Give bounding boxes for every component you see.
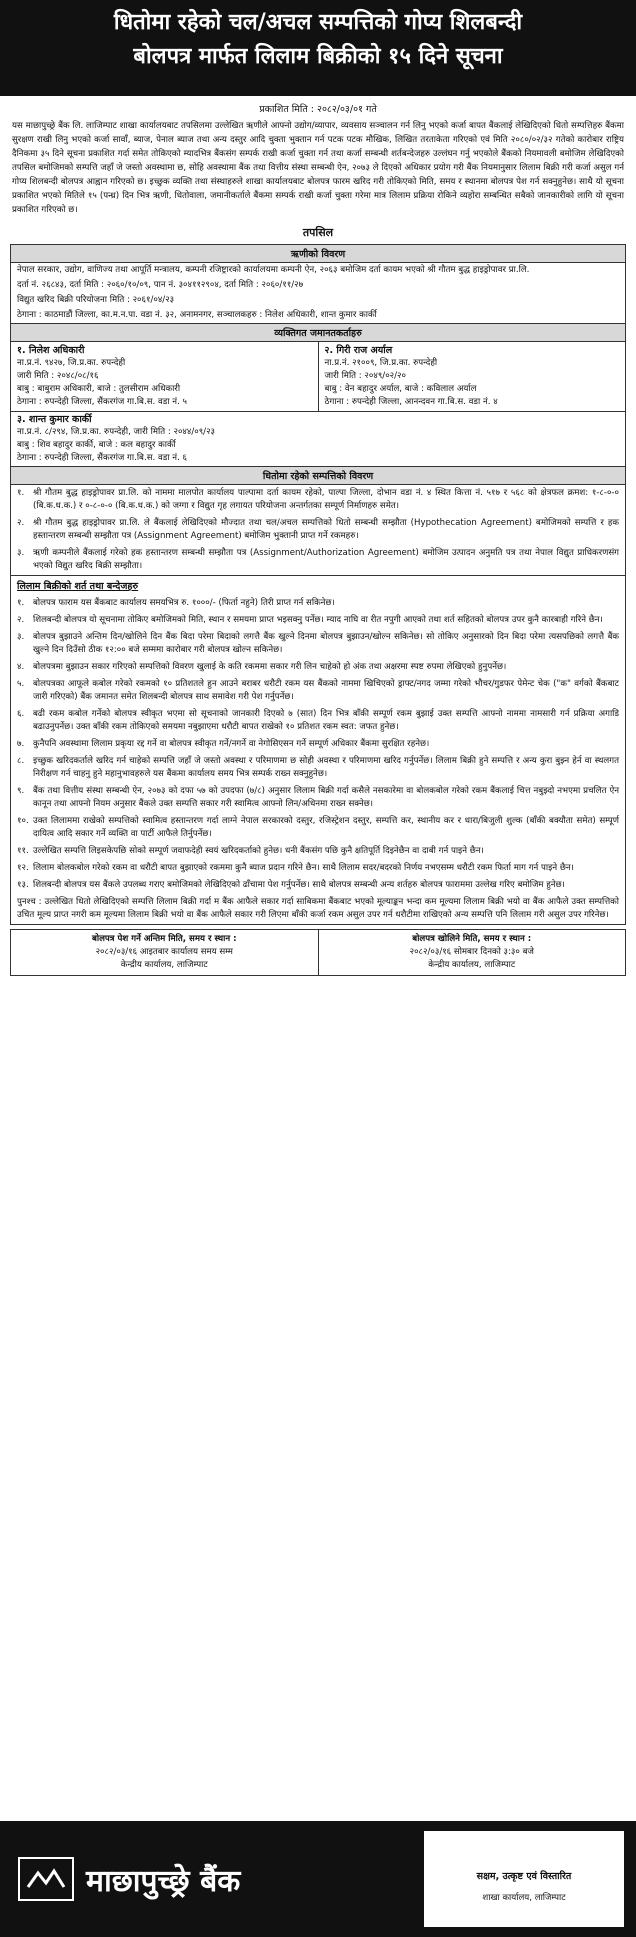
- guarantor-grid: [11, 342, 625, 411]
- guarantor-2: [319, 342, 626, 411]
- conditions-heading: लिलाम बिक्रीको शर्त तथा बन्देजहरु: [17, 581, 139, 592]
- collateral-list: [11, 485, 625, 575]
- condition-number: ९.: [17, 786, 25, 796]
- condition-item: [11, 595, 625, 612]
- collateral-number: ३.: [17, 548, 25, 558]
- condition-text: लिलाम बोलकबोल गरेको रकम वा धरौटी बापत बुझाएको रकममा कुनै ब्याज प्रदान गरिने छैन। साथै लिलाम सदर/बदरको निर्णय नभएसम्म धरौटी रकम फिर्ता माग गर्न पाइने छैन।: [33, 863, 574, 873]
- condition-item: [11, 736, 625, 753]
- guarantor-3-name: ३. शान्त कुमार कार्की: [17, 414, 92, 425]
- condition-item: [11, 843, 625, 860]
- notice-header: [0, 0, 636, 96]
- published-date: प्रकाशित मिति : २०८२/०३/०१ गते: [259, 104, 377, 115]
- postscript: पुनश्च : उल्लेखित धितो लेखिदिएको सम्पत्ति लिलाम बिक्री गर्दा म बैंक आफैले सकार गर्दा साबिकमा बैंकबाट भएको मूल्याङ्कन भन्दा कम मूल्यमा लिलाम बिक्री भयो वा बैंक आफैले उक्त सम्पत्तिको उचित मूल्य प्राप्त नगरी कम मूल्यमा लिलाम बिक्री भयो वा बैंक आफैले सकार गरी लिएमा बाँकी कर्जा रकम असुल उपर गर्न धरौटीमा राखिएको अन्य सम्पत्ति पनि लिलाम गरी असुल उपर गरिनेछ।: [17, 897, 619, 920]
- condition-text: शिलबन्दी बोलपत्र यस बैंकले उपलब्ध गराए बमोजिमको लेखिदिएको ढाँचामा पेश गर्नुपर्नेछ। साथै बोलपत्र सम्बन्धी अन्य शर्तहरु बोलपत्र फाराममा उल्लेख गरिए बमोजिम हुनेछ।: [33, 880, 565, 890]
- guarantor-2-line: जारी मिति : २०४९/०२/२०: [324, 371, 406, 381]
- condition-text: उल्लेखित सम्पत्ति लिइसकेपछि सोको सम्पूर्ण जवाफदेही स्वयं खरिदकर्ताको हुनेछ। धनी बैंकसंग पछि कुनै क्षतिपूर्ति दिइनेछैन वा दाबी गर्न पाइने छैन।: [33, 846, 484, 856]
- collateral-number: १.: [17, 488, 25, 498]
- condition-text: बढी रकम कबोल गर्नेको बोलपत्र स्वीकृत भएमा सो सूचनाको जानकारी दिएको ७ (सात) दिन भित्र बाँकी सम्पूर्ण रकम बुझाई उक्त सम्पत्ति आफ्नो नाममा नामसारी गर्न प्रक्रिया अगाडि बढाउनुपर्नेछ। उक्त बाँकी रकम तोकिएको समयमा नबुझाएमा धरौटी बापत राखेको १० प्रतिशत रकम स्वत: जफत हुनेछ।: [33, 709, 619, 732]
- condition-number: ११.: [17, 846, 29, 856]
- condition-number: ३.: [17, 632, 25, 642]
- opening-time: २०८२/०३/१६ सोमबार दिनको ३:३० बजे: [409, 947, 534, 957]
- bank-name: माछापुच्छ्रे बैंक: [86, 1863, 241, 1899]
- condition-text: बोलपत्रमा बुझाउन सकार गरिएको सम्पत्तिको विवरण खुलाई के कति रकममा सकार गरी लिन चाहेको हो अंक तथा अक्षरमा स्पष्ट रुपमा लेखिएको हुनुपर्नेछ।: [33, 662, 507, 672]
- condition-text: बोलपत्र बुझाउने अन्तिम दिन/खोलिने दिन बैंक बिदा परेमा बिदाको लगत्तै बैंक खुल्ने दिनमा बोलपत्र बुझाउन/खोल्न सकिनेछ। सो तोकिए अनुसारको दिन बिदा परेमा त्यसपछिको लगत्तै बैंक खुल्ने दिन दिउँसो ठीक १२:०० बजे सम्ममा कारोबार गरी बोलपत्र खोल्न सकिनेछ।: [33, 632, 619, 655]
- guarantor-3-line: ना.प्र.नं. ८/२९४, जि.प्र.का. रुपन्देही, जारी मिति : २०४४/०९/२३: [17, 427, 216, 437]
- header-line-2: बोलपत्र मार्फत लिलाम बिक्रीको १५ दिने सूचना: [133, 44, 503, 69]
- collateral-item: [11, 545, 625, 575]
- bank-logo: [18, 1857, 240, 1901]
- guarantor-1-line: ठेगाना : रुपन्देही जिल्ला, सैंकरगंज गा.बि.स. वडा नं. ५: [17, 397, 188, 407]
- condition-item: [11, 753, 625, 783]
- condition-number: ६.: [17, 709, 25, 719]
- condition-number: १२.: [17, 863, 29, 873]
- slogan: सक्षम, उत्कृष्ट एवं विस्तारित: [476, 1871, 572, 1882]
- guarantor-3-line: ठेगाना : रुपन्देही जिल्ला, सैंकरगंज गा.बि.स. वडा नं. ६: [17, 453, 188, 463]
- submission-place: केन्द्रीय कार्यालय, लाजिम्पाट: [120, 960, 208, 970]
- guarantor-2-line: ना.प्र.नं. २१००९, जि.प्र.का. रुपन्देही: [324, 358, 438, 368]
- guarantor-2-name: २. गिरी राज अर्याल: [324, 345, 393, 356]
- borrower-line-2: दर्ता नं. २६८४३, दर्ता मिति : २०६०/१०/०९, पान नं. ३०४११२९०४, दर्ता मिति : २०६०/११/२७: [17, 280, 304, 290]
- condition-text: उक्त लिलाममा राखेको सम्पत्तिको स्वामित्व हस्तान्तरण गर्दा लाग्ने नेपाल सरकारको दस्तुर, रजिस्ट्रेशन दस्तुर, सम्पत्ति कर, स्थानीय कर र धारा/बिजुली शुल्क (बाँकी बक्यौता समेत) सम्पूर्ण दायित्व आदि सकार गर्ने व्यक्ति वा पार्टी आफैले तिर्नुपर्नेछ।: [33, 816, 619, 839]
- guarantor-2-line: ठेगाना : रुपन्देही जिल्ला, आनन्दवन गा.बि.स. वडा नं. ४: [324, 397, 498, 407]
- condition-number: १०.: [17, 816, 29, 826]
- condition-item: [11, 706, 625, 736]
- mountain-icon: [18, 1857, 74, 1901]
- intro-paragraph: यस माछापुच्छ्रे बैंक लि. लाजिम्पाट शाखा कार्यालयबाट तपसिलमा उल्लेखित ऋणीले आफ्नो उद्योग/व्यापार, व्यवसाय सञ्चालन गर्न लिनु भएको कर्जा बापत बैंकलाई लेखिदिएको धितो सम्पत्तिहरु बैंकमा सुरक्षण राखी लिनु भएको कर्जा सावाँ, ब्याज, पेनाल ब्याज तथा अन्य दस्तुर आदि चुक्ता भुक्तान गर्न पटक पटक मौखिक, लिखित तरताकेता गरिएको एवं मिति २०८०/०२/३२ गतेको कारोबार राष्ट्रिय दैनिकमा ३५ दिने सूचना प्रकाशित गर्दा समेत तोकिएको म्यादभित्र बैंकसंग सम्पर्क राखी कर्जा चुक्ता गर्न तथा कर्जा सम्बन्धी शर्तबन्देजहरु उल्लंघन गर्नु भएकोले बैंकको नियमावली बमोजिम लेखिदिएको तपसिल बमोजिमको सम्पत्ति जहाँ जे जस्तो अवस्थामा छ, सोहि अवस्थामा बैंक तथा वित्तीय संस्था सम्बन्धी ऐन, २०७३ ले दिएको अधिकार प्रयोग गरी बैंक नियमानुसार लिलाम बिक्री गरी कर्जा असुल गर्न गोप्य शिलबन्दी बोलपत्र आह्वान गरिएको छ। इच्छुक व्यक्ति तथा संस्थाहरुले शाखा कार्यालयबाट बोलपत्र फारम खरिद गरी तोकिएको मिति, समय र स्थानमा बोलपत्र पेश गर्न सक्नुहुनेछ। साथै यो सूचना प्रकाशित भएको मितिले १५ (पन्ध्र) दिन भित्र ऋणी, धितोवाला, जमानीकर्ताले बैंकमा सम्पर्क राखी कर्जा चुक्ता गरेमा मात्र लिलाम प्रक्रिया रोकिने व्यहोरा सम्बन्धित सबैको जानकारीको लागि यो सूचना प्रकाशित गरिएको छ।: [12, 121, 624, 215]
- opening-heading: बोलपत्र खोलिने मिति, समय र स्थान :: [412, 934, 532, 944]
- dates-box: [10, 929, 626, 976]
- condition-item: [11, 813, 625, 843]
- borrower-line-1: नेपाल सरकार, उद्योग, वाणिज्य तथा आपूर्ति मन्त्रालय, कम्पनी रजिष्ट्रारको कार्यालयमा कम्पनी ऐन, २०६३ बमोजिम दर्ता कायम भएको श्री गौतम बुद्ध हाइड्रोपावर प्रा.लि.: [17, 265, 530, 275]
- guarantor-2-line: बाबु : वेन बहादुर अर्याल, बाजे : कविलाल अर्याल: [324, 384, 477, 394]
- condition-number: ८.: [17, 756, 25, 766]
- collateral-number: २.: [17, 518, 25, 528]
- condition-item: [11, 860, 625, 877]
- condition-item: [11, 612, 625, 629]
- condition-number: ४.: [17, 662, 25, 672]
- guarantor-3: [11, 412, 625, 466]
- office-name: शाखा कार्यालय, लाजिम्पाट: [482, 1893, 566, 1903]
- guarantor-1: [11, 342, 319, 411]
- condition-number: १३.: [17, 880, 29, 890]
- guarantor-1-line: बाबु : बाबुराम अधिकारी, बाजे : तुलसीराम अधिकारी: [17, 384, 181, 394]
- borrower-line-4: ठेगाना : काठमाडौं जिल्ला, का.म.न.पा. वडा नं. ३२, अनामनगर, सञ्चालकहरु : निलेश अधिकारी, शान्त कुमार कार्की: [17, 310, 377, 320]
- condition-number: ७.: [17, 739, 25, 749]
- condition-text: बोलपत्र फाराम यस बैंकबाट कार्यालय समयभित्र रु. १०००/- (फिर्ता नहुने) तिरी प्राप्त गर्न सकिनेछ।: [33, 598, 335, 608]
- conditions-list: [11, 595, 625, 894]
- guarantor-3-line: बाबु : शिव बहादुर कार्की, बाजे : कल बहादुर कार्की: [17, 440, 176, 450]
- condition-text: शिलबन्दी बोलपत्र यो सूचनामा तोकिए बमोजिमको मिति, स्थान र समयमा प्राप्त भइसक्नु पर्नेछ। म्याद नाघि वा रीत नपुगी आएको तथा शर्त सहितको बोलपत्र उपर कुनै कारबाही गरिने छैन।: [33, 615, 603, 625]
- collateral-text: ऋणी कम्पनीले बैंकलाई गरेको हक हस्तान्तरण सम्बन्धी सम्झौता पत्र (Assignment/Authorization Agreement) बमोजिम उत्पादन अनुमति पत्र तथा नेपाल विद्युत प्राधिकरणसंग भएको विद्युत खरिद बिक्री सम्झौता।: [33, 548, 619, 571]
- guarantor-1-line: ना.प्र.नं. ९४२७, जि.प्र.का. रुपन्देही: [17, 358, 126, 368]
- condition-text: बैंक तथा वित्तीय संस्था सम्बन्धी ऐन, २०७३ को दफा ५७ को उपदफा (७/८) अनुसार लिलाम बिक्री गर्दा कसैले नसकारेमा वा बोलकबोल गरेको रकम बैंकलाई चित्त नबुझ्दो नभएमा प्रचलित ऐन कानून तथा आफ्नो नियम अनुसार बैंकले उक्त सम्पत्ति सकार गरी स्वामित्व आफ्नो लिन/अधिनमा राख्न सक्नेछ।: [33, 786, 619, 809]
- condition-text: बोलपत्रका आफूले कबोल गरेको रकमको १० प्रतिशतले हुन आउने बराबर धरौटी रकम यस बैंकको नाममा खिचिएको ड्राफ्ट/नगद जम्मा गरेको भौचर/गुडफर पेमेन्ट चेक ("क" वर्गको बैंकबाट जारी गरिएको) बैंक जमानत समेत शिलबन्दी बोलपत्र साथ समावेश गरी पेश गर्नुपर्नेछ।: [33, 679, 619, 702]
- borrower-line-3: विद्युत खरिद बिक्री परियोजना मिति : २०६१/०४/२३: [17, 295, 175, 305]
- collateral-heading: धितोमा रहेको सम्पत्तिको विवरण: [11, 466, 625, 485]
- guarantors-heading: व्यक्तिगत जमानतकर्ताहरु: [11, 323, 625, 342]
- collateral-text: श्री गौतम बुद्ध हाइड्रोपावर प्रा.लि. ले बैंकलाई लेखिदिएको मौज्दात तथा चल/अचल सम्पत्तिको धितो सम्बन्धी सम्झौता (Hypothecation Agreement) बमोजिमको सम्पत्ति र हक हस्तान्तरण सम्बन्धी सम्झौता पत्र (Assignment Agreement) बमोजिम भुक्तानी प्राप्त गर्ने रकमहरु।: [33, 518, 619, 541]
- condition-number: ५.: [17, 679, 25, 689]
- collateral-item: [11, 515, 625, 545]
- condition-number: २.: [17, 615, 25, 625]
- submission-heading: बोलपत्र पेश गर्ने अन्तिम मिति, समय र स्थान :: [91, 934, 237, 944]
- collateral-text: श्री गौतम बुद्ध हाइड्रोपावर प्रा.लि. को नाममा मालपोत कार्यालय पाल्पामा दर्ता कायम रहेको, पाल्पा जिल्ला, दोभान वडा नं. ४ स्थित कित्ता नं. ५१७ र ५६८ को क्षेत्रफल क्रमश: १-८-०-० (बि.क.ध.क.) र ०-८-०-० (बि.क.ध.क.) को जग्गा र विद्युत गृह लगायत परियोजना अन्तर्गतका सम्पूर्ण निर्माणहरु समेत।: [33, 488, 619, 511]
- opening-date: [319, 930, 626, 975]
- submission-date: २०८२/०३/१६ आइतबार कार्यालय समय सम्म: [95, 947, 233, 957]
- condition-text: कुनैपनि अवस्थामा लिलाम प्रकृया रद्द गर्ने वा बोलपत्र स्वीकृत गर्ने/नगर्ने वा नेगोसिएसन गर्ने सम्पूर्ण अधिकार बैंकमा सुरक्षित रहनेछ।: [33, 739, 430, 749]
- condition-item: [11, 783, 625, 813]
- tapsil-title: तपसिल: [302, 226, 334, 239]
- footer-banner: [0, 1821, 636, 1937]
- condition-item: [11, 676, 625, 706]
- submission-deadline: [11, 930, 319, 975]
- details-box: [10, 244, 626, 925]
- condition-item: [11, 877, 625, 894]
- condition-item: [11, 659, 625, 676]
- borrower-heading: ऋणीको विवरण: [11, 245, 625, 263]
- condition-number: १.: [17, 598, 25, 608]
- slogan-box: [424, 1831, 624, 1927]
- condition-item: [11, 629, 625, 659]
- guarantor-1-name: १. निलेश अधिकारी: [17, 345, 85, 356]
- condition-text: इच्छुक खरिदकर्ताले खरिद गर्न चाहेको सम्पत्ति जहाँ जे जस्तो अवस्था र परिमाणमा छ सोही अवस्था र परिमाणमा खरिद गर्नुपर्नेछ। लिलाम बिक्री हुने सम्पत्ति र अन्य कुरा बुझ्न हेर्न वा स्थलगत निरीक्षण गर्न चाहनु हुने महानुभावहरुले यस बैंकमा कार्यालय समय भित्र सम्पर्क राख्न सक्नुहुनेछ।: [33, 756, 619, 779]
- collateral-item: [11, 485, 625, 515]
- header-line-1: धितोमा रहेको चल/अचल सम्पत्तिको गोप्य शिलबन्दी: [113, 10, 523, 35]
- opening-place: केन्द्रीय कार्यालय, लाजिम्पाट: [428, 960, 516, 970]
- guarantor-1-line: जारी मिति : २०४८/०८/१६: [17, 371, 99, 381]
